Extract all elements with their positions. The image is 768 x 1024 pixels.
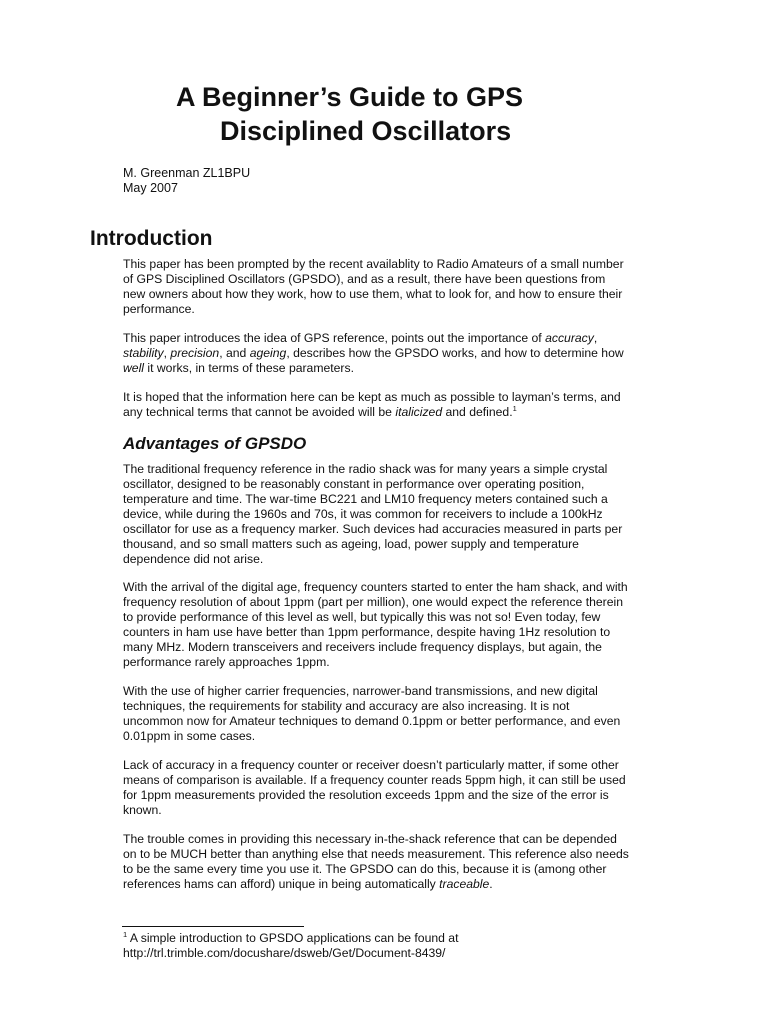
introduction-heading: Introduction bbox=[90, 227, 213, 250]
term-ageing: ageing bbox=[249, 346, 287, 360]
advantages-heading: Advantages of GPSDO bbox=[123, 434, 307, 453]
footnote bbox=[123, 931, 458, 961]
footnote-url[interactable]: http://trl.trimble.com/docushare/dsweb/Get/Document-8439/ bbox=[123, 946, 446, 960]
author-block bbox=[123, 166, 250, 196]
title-line-1: A Beginner’s Guide to GPS bbox=[176, 82, 524, 112]
term-stability: stability bbox=[123, 346, 164, 360]
title-line-2: Disciplined Oscillators bbox=[220, 116, 512, 146]
introduction-paragraph-1: This paper has been prompted by the recent availablity to Radio Amateurs of a small number of GPS Disciplined Oscillators (GPSDO), and as a result, there have been questions from new owners about how they work, how to use them, what to look for, and how to ensure their performance. bbox=[123, 257, 624, 316]
advantages-paragraph-4: Lack of accuracy in a frequency counter or receiver doesn’t particularly matter, if some other means of comparison is available. If a frequency counter reads 5ppm high, it can still be used for 1ppm measurements provided the resolution exceeds 1ppm and the size of the error is known. bbox=[123, 758, 626, 817]
author-name: M. Greenman ZL1BPU bbox=[123, 166, 251, 180]
document-title bbox=[0, 80, 768, 148]
footnote-text: A simple introduction to GPSDO applications can be found at bbox=[127, 931, 459, 945]
footnote-divider bbox=[122, 926, 304, 927]
term-traceable: traceable bbox=[439, 877, 490, 891]
advantages-paragraph-5: The trouble comes in providing this necessary in-the-shack reference that can be depended on to be MUCH better than anything else that needs measurement. This reference also needs to be the same every time you use it. The GPSDO can do this, because it is (among other references hams can afford) unique in being automatically traceable. bbox=[123, 832, 629, 891]
introduction-paragraph-2: This paper introduces the idea of GPS reference, points out the importance of accuracy, stability, precision, and ageing, describes how the GPSDO works, and how to determine how well it works, in terms of these parameters. bbox=[123, 331, 624, 375]
publication-date: May 2007 bbox=[123, 181, 178, 195]
term-precision: precision bbox=[170, 346, 220, 360]
term-accuracy: accuracy bbox=[545, 331, 594, 345]
advantages-paragraph-1: The traditional frequency reference in the radio shack was for many years a simple crystal oscillator, designed to be reasonably constant in performance over operating position, temperature and time. The war-time BC221 and LM10 frequency meters contained such a device, while during the 1960s and 70s, it was common for receivers to include a 100kHz oscillator for use as a frequency marker. Such devices had accuracies measured in parts per thousand, and so small matters such as ageing, load, power supply and temperature dependence did not arise. bbox=[123, 462, 623, 566]
introduction-paragraph-3: It is hoped that the information here can be kept as much as possible to layman’s terms, and any technical terms that cannot be avoided will be italicized and defined.$^1$ bbox=[123, 390, 621, 419]
advantages-paragraph-3: With the use of higher carrier frequencies, narrower-band transmissions, and new digital techniques, the requirements for stability and accuracy are also increasing. It is not uncommon now for Amateur techniques to demand 0.1ppm or better performance, and even 0.01ppm in some cases. bbox=[123, 684, 621, 743]
footnote-reference: 1 bbox=[512, 404, 517, 413]
advantages-paragraph-2: With the arrival of the digital age, frequency counters started to enter the ham shack, and with frequency resolution of about 1ppm (part per million), one would expect the reference therein to provide performance of this level as well, but typically this was not so! Even today, few counters in ham use have better than 1ppm performance, despite having 1Hz resolution to many MHz. Modern transceivers and receivers include frequency displays, but again, the performance rarely approaches 1ppm. bbox=[123, 580, 628, 669]
footnote-number: 1 bbox=[123, 930, 128, 939]
term-italicized: italicized bbox=[395, 405, 443, 419]
term-well: well bbox=[123, 361, 144, 375]
